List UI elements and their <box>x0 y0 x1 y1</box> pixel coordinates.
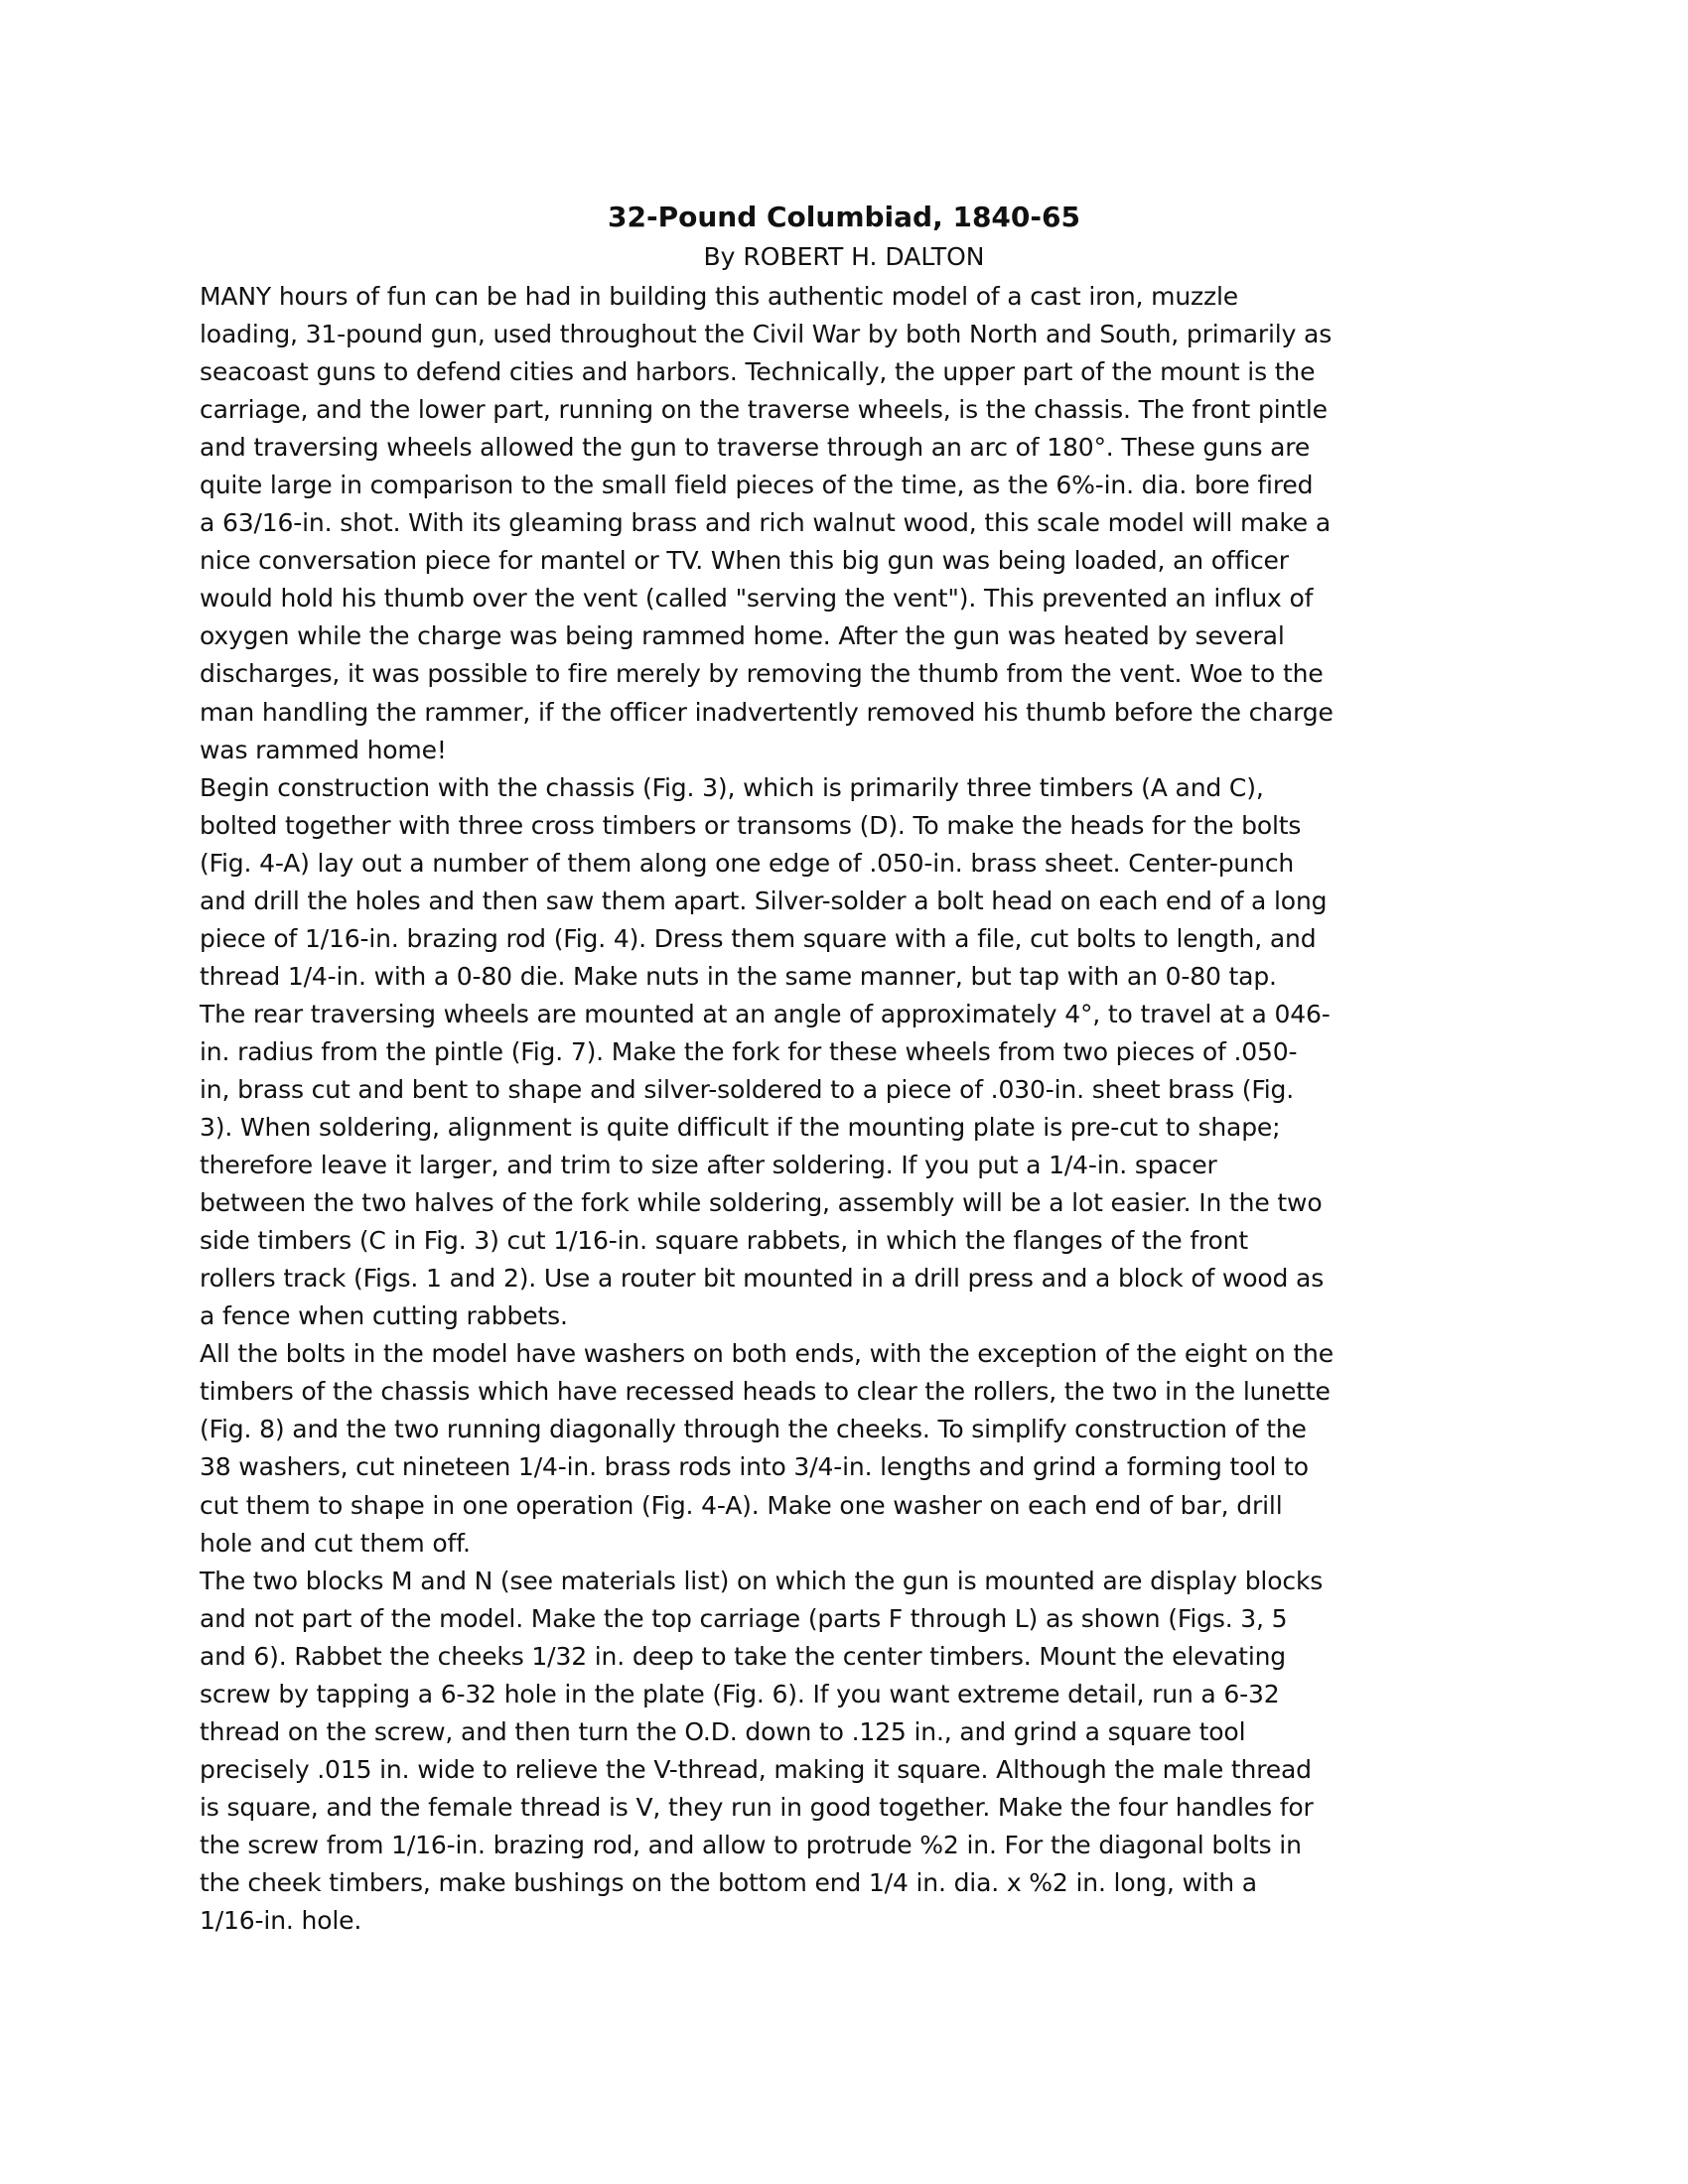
text-line: therefore leave it larger, and trim to size after soldering. If you put a 1/4-in. spacer <box>200 1151 1217 1180</box>
text-line: and drill the holes and then saw them apart. Silver-solder a bolt head on each end of a long <box>200 886 1328 915</box>
text-line: man handling the rammer, if the officer inadvertently removed his thumb before the charge <box>200 697 1334 727</box>
text-line: rollers track (Figs. 1 and 2). Use a router bit mounted in a drill press and a block of wood as <box>200 1264 1325 1294</box>
text-line: nice conversation piece for mantel or TV. When this big gun was being loaded, an officer <box>200 546 1289 576</box>
text-line: piece of 1/16-in. brazing rod (Fig. 4). Dress them square with a file, cut bolts to length, and <box>200 923 1317 953</box>
text-line: quite large in comparison to the small field pieces of the time, as the 6%-in. dia. bore fired <box>200 471 1314 500</box>
text-line: The rear traversing wheels are mounted at an angle of approximately 4°, to travel at a 046- <box>200 999 1331 1028</box>
text-line: would hold his thumb over the vent (called "serving the vent"). This prevented an influx of <box>200 584 1314 614</box>
paragraph-2 <box>200 769 1530 1336</box>
text-line: 3). When soldering, alignment is quite difficult if the mounting plate is pre-cut to shape; <box>200 1113 1281 1143</box>
text-line: and 6). Rabbet the cheeks 1/32 in. deep to take the center timbers. Mount the elevating <box>200 1641 1287 1671</box>
text-line: (Fig. 8) and the two running diagonally through the cheeks. To simplify construction of the <box>200 1415 1307 1444</box>
text-line: between the two halves of the fork while soldering, assembly will be a lot easier. In the two <box>200 1188 1323 1218</box>
text-line: side timbers (C in Fig. 3) cut 1/16-in. square rabbets, in which the flanges of the front <box>200 1226 1249 1256</box>
text-line: screw by tapping a 6-32 hole in the plate (Fig. 6). If you want extreme detail, run a 6-32 <box>200 1679 1280 1708</box>
paragraph-4 <box>200 1563 1530 1940</box>
text-line: oxygen while the charge was being rammed home. After the gun was heated by several <box>200 621 1285 651</box>
text-line: was rammed home! <box>200 735 447 764</box>
text-line: and traversing wheels allowed the gun to traverse through an arc of 180°. These guns are <box>200 433 1311 463</box>
text-line: in, brass cut and bent to shape and silver-soldered to a piece of .030-in. sheet brass (Fig. <box>200 1074 1295 1104</box>
text-line: 38 washers, cut nineteen 1/4-in. brass rods into 3/4-in. lengths and grind a forming tool to <box>200 1452 1309 1482</box>
text-line: All the bolts in the model have washers on both ends, with the exception of the eight on the <box>200 1339 1334 1369</box>
text-line: (Fig. 4-A) lay out a number of them along one edge of .050-in. brass sheet. Center-punch <box>200 848 1295 878</box>
text-line: the screw from 1/16-in. brazing rod, and allow to protrude %2 in. For the diagonal bolts in <box>200 1830 1302 1859</box>
text-line: timbers of the chassis which have recessed heads to clear the rollers, the two in the lunette <box>200 1377 1331 1407</box>
text-line: discharges, it was possible to fire merely by removing the thumb from the vent. Woe to the <box>200 659 1324 689</box>
text-line: thread 1/4-in. with a 0-80 die. Make nuts in the same manner, but tap with an 0-80 tap. <box>200 961 1277 991</box>
text-line: Begin construction with the chassis (Fig. 3), which is primarily three timbers (A and C), <box>200 772 1264 802</box>
text-line: 1/16-in. hole. <box>200 1906 362 1936</box>
text-line: the cheek timbers, make bushings on the bottom end 1/4 in. dia. x %2 in. long, with a <box>200 1867 1257 1897</box>
text-line: cut them to shape in one operation (Fig. 4-A). Make one washer on each end of bar, drill <box>200 1490 1283 1520</box>
text-line: is square, and the female thread is V, they run in good together. Make the four handles for <box>200 1792 1314 1822</box>
text-line: precisely .015 in. wide to relieve the V-thread, making it square. Although the male thread <box>200 1754 1312 1784</box>
article-title: 32-Pound Columbiad, 1840-65 <box>608 201 1080 233</box>
text-line: bolted together with three cross timbers or transoms (D). To make the heads for the bolts <box>200 810 1302 840</box>
text-line: loading, 31-pound gun, used throughout the Civil War by both North and South, primarily as <box>200 320 1333 349</box>
text-line: in. radius from the pintle (Fig. 7). Make the fork for these wheels from two pieces of .050- <box>200 1036 1298 1066</box>
text-line: thread on the screw, and then turn the O.D. down to .125 in., and grind a square tool <box>200 1716 1246 1746</box>
text-line: carriage, and the lower part, running on the traverse wheels, is the chassis. The front pintle <box>200 395 1328 425</box>
text-line: a fence when cutting rabbets. <box>200 1301 568 1331</box>
article-body <box>200 278 1530 1940</box>
paragraph-1 <box>200 278 1530 769</box>
article-byline: By ROBERT H. DALTON <box>703 242 985 271</box>
text-line: a 63/16-in. shot. With its gleaming brass and rich walnut wood, this scale model will make a <box>200 508 1331 538</box>
text-line: seacoast guns to defend cities and harbors. Technically, the upper part of the mount is the <box>200 357 1316 387</box>
text-line: The two blocks M and N (see materials list) on which the gun is mounted are display blocks <box>200 1566 1324 1595</box>
text-line: MANY hours of fun can be had in building this authentic model of a cast iron, muzzle <box>200 282 1239 311</box>
text-line: and not part of the model. Make the top carriage (parts F through L) as shown (Figs. 3, 5 <box>200 1603 1288 1633</box>
text-line: hole and cut them off. <box>200 1528 471 1558</box>
paragraph-3 <box>200 1335 1530 1562</box>
